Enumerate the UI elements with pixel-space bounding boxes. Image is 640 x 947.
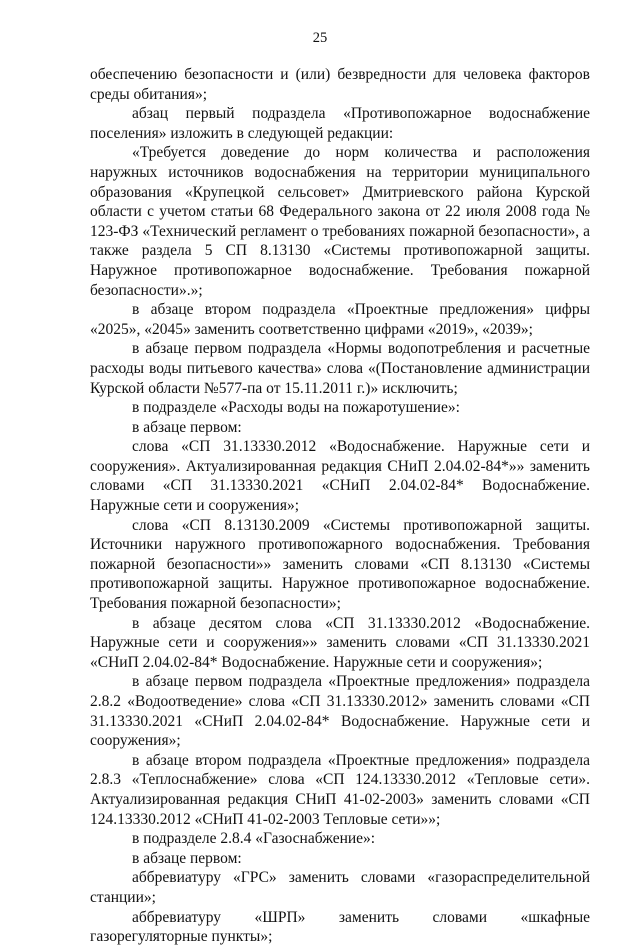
paragraph-water-consumption-norms: в абзаце первом подраздела «Нормы водопотребления и расчетные расходы воды питьевого качества» слова «(Постановление администрации Курской области №577-па от 15.11.2011 г.)» исключить; <box>90 340 590 397</box>
paragraph-grs-abbreviation: аббревиатуру «ГРС» заменить словами «газораспределительной станции»; <box>90 869 590 906</box>
paragraph-project-proposals-digits: в абзаце втором подраздела «Проектные предложения» цифры «2025», «2045» заменить соответственно цифрами «2019», «2039»; <box>90 301 590 338</box>
paragraph-continuation: обеспечению безопасности и (или) безвредности для человека факторов среды обитания»; <box>90 66 590 103</box>
paragraph-quoted-amendment: «Требуется доведение до норм количества и расположения наружных источников водоснабжения на территории муниципального образования «Крупецкой сельсовет» Дмитриевского района Курской области с учетом статьи 68 Федерального закона от 22 июля 2008 года № 123-ФЗ «Технический регламент о требованиях пожарной безопасности», а также раздела 5 СП 8.13130 «Системы противопожарной защиты. Наружное противопожарное водоснабжение. Требования пожарной безопасности».»; <box>90 144 590 299</box>
paragraph-first-subparagraph: в абзаце первом: <box>132 418 242 436</box>
paragraph-sp-8-replacement: слова «СП 8.13130.2009 «Системы противопожарной защиты. Источники наружного противопожарного водоснабжения. Требования пожарной безопасности»» заменить словами «СП 8.13130 «Системы противопожарной защиты. Наружное противопожарное водоснабжение. Требования пожарной безопасности»; <box>90 516 590 613</box>
paragraph-fire-water-supply-heading: абзац первый подраздела «Противопожарное водоснабжение поселения» изложить в следующей редакции: <box>90 105 590 142</box>
paragraph-first-subparagraph-gas: в абзаце первом: <box>132 849 242 867</box>
document-body <box>90 65 590 947</box>
paragraph-heat-supply: в абзаце втором подраздела «Проектные предложения» подраздела 2.8.3 «Теплоснабжение» слова «СП 124.13330.2012 «Тепловые сети». Актуализированная редакция СНиП 41-02-2003» заменить словами «СП 124.13330.2012 «СНиП 41-02-2003 Тепловые сети»»; <box>90 751 590 828</box>
page-number: 25 <box>312 30 328 46</box>
paragraph-shrp-abbreviation: аббревиатуру «ШРП» заменить словами «шкафные газорегуляторные пункты»; <box>90 908 590 946</box>
paragraph-tenth-subparagraph: в абзаце десятом слова «СП 31.13330.2012 «Водоснабжение. Наружные сети и сооружения»» заменить словами «СП 31.13330.2021 «СНиП 2.04.02-84* Водоснабжение. Наружные сети и сооружения»; <box>90 614 590 671</box>
paragraph-gas-supply-heading: в подразделе 2.8.4 «Газоснабжение»: <box>132 830 376 848</box>
paragraph-fire-water-consumption: в подразделе «Расходы воды на пожаротушение»: <box>132 399 460 417</box>
paragraph-water-disposal: в абзаце первом подраздела «Проектные предложения» подраздела 2.8.2 «Водоотведение» слова «СП 31.13330.2012» заменить словами «СП 31.13330.2021 «СНиП 2.04.02-84* Водоснабжение. Наружные сети и сооружения»; <box>90 673 590 750</box>
paragraph-sp-31-replacement: слова «СП 31.13330.2012 «Водоснабжение. Наружные сети и сооружения». Актуализированная редакция СНиП 2.04.02-84*»» заменить словами «СП 31.13330.2021 «СНиП 2.04.02-84* Водоснабжение. Наружные сети и сооружения»; <box>90 438 590 515</box>
